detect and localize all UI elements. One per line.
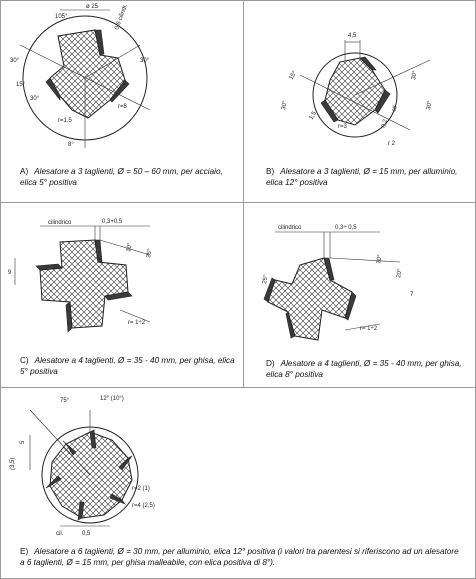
panel-b-label-6: cil <box>391 105 399 113</box>
panel-c-label-4: 9 <box>8 270 12 276</box>
panel-d-caption-text: Alesatore a 4 taglienti, Ø = 35 - 40 mm, per ghisa, elica 8° positiva <box>266 359 462 379</box>
panel-d-drawing <box>262 225 414 340</box>
panel-a-label-1: 105° <box>55 14 68 20</box>
panel-a-label-5: 15° <box>16 82 26 88</box>
panel-d-label-6: r= 1÷2 <box>360 326 378 332</box>
panel-a-caption <box>20 166 235 188</box>
panel-e-caption <box>20 546 465 568</box>
panel-c-letter: C) <box>20 356 29 365</box>
panel-c-label-1: 0,3+0,5 <box>102 219 123 225</box>
panel-b-label-8: r 2 <box>388 141 396 147</box>
panel-d-label-4: 25° <box>262 274 270 285</box>
panel-b-label-4: 30° <box>426 100 434 111</box>
panel-a-label-2: 0.6 cilindr. <box>114 3 130 31</box>
panel-e-label-0: 75° <box>60 398 70 404</box>
panel-b-caption-text: Alesatore a 3 taglienti, Ø = 15 mm, per alluminio, elica 12° positiva <box>266 167 458 187</box>
panel-c-label-3: 25° <box>146 248 154 259</box>
panel-b-label-0: 4,5 <box>348 33 357 39</box>
panel-c-drawing <box>8 219 154 332</box>
panel-a-label-6: 30° <box>30 96 40 102</box>
panel-d-label-0: cilindrico <box>278 225 302 231</box>
panel-d-letter: D) <box>266 359 275 368</box>
panel-a-section <box>50 30 125 118</box>
panel-e-letter: E) <box>20 547 29 556</box>
panel-c-label-2: 10° <box>126 242 134 253</box>
panel-a-label-4: 30° <box>10 58 20 64</box>
panel-d-label-1: 0,3÷ 0,5 <box>335 225 357 231</box>
panel-e-label-4: r=2 (1) <box>132 486 150 492</box>
panel-b-label-9: 1,5 <box>308 110 318 121</box>
panel-a-label-9: 8° <box>68 142 74 148</box>
panel-a-label-8: r=8 <box>118 104 127 110</box>
panel-a-label-0: ø 25 <box>86 4 99 10</box>
panel-d-caption <box>266 358 466 380</box>
panel-b-label-7: r=3 <box>338 124 347 130</box>
panel-c-label-5: r= 1÷2 <box>128 320 146 326</box>
panel-a-label-7: r=1.5 <box>58 118 72 124</box>
panel-e-label-2: (3,5) <box>10 457 16 470</box>
panel-e-label-5: r=4 (2,5) <box>132 503 155 509</box>
panel-d-label-2: 10° <box>376 254 384 265</box>
panel-e-drawing <box>10 396 155 537</box>
panel-c-caption-text: Alesatore a 4 taglienti, Ø = 35 - 40 mm, per ghisa, elica 5° positiva <box>20 356 235 376</box>
panel-b-drawing <box>281 33 434 147</box>
panel-e-label-3: 5 <box>20 440 26 444</box>
panel-b-label-3: 30° <box>281 100 289 111</box>
panel-d-label-5: 7 <box>410 292 414 298</box>
panel-c-label-0: cilindrico <box>48 220 72 226</box>
panel-a-label-3: 30° <box>140 58 150 64</box>
panel-e-label-7: 0,5 <box>82 531 91 537</box>
panel-c-section <box>40 240 128 328</box>
panel-e-label-1: 12° (10°) <box>100 396 124 402</box>
panel-b-caption <box>266 166 466 188</box>
panel-b-label-2: 15° <box>288 70 299 81</box>
panel-e-label-6: cil. <box>56 531 64 537</box>
panel-a-letter: A) <box>20 167 29 176</box>
panel-b-label-5: 0,2 <box>381 118 390 129</box>
panel-c-caption <box>20 355 235 377</box>
panel-a-drawing <box>10 3 150 148</box>
panel-b-letter: B) <box>266 167 275 176</box>
panel-a-caption-text: Alesatore a 3 taglienti, Ø = 50 – 60 mm, per acciaio, elica 5° positiva <box>20 167 223 187</box>
panel-e-caption-text: Alesatore a 6 taglienti, Ø = 30 mm, per alluminio, elica 12° positiva (i valori tra parentesi si riferiscono ad un alesatore a 6 taglienti, Ø = 15 mm, per ghisa malleabile, con elica positiva di 8°). <box>20 547 459 567</box>
panel-d-section <box>268 258 352 340</box>
panel-b-label-1: 30° <box>411 70 419 81</box>
panel-d-label-3: 20° <box>396 268 404 279</box>
